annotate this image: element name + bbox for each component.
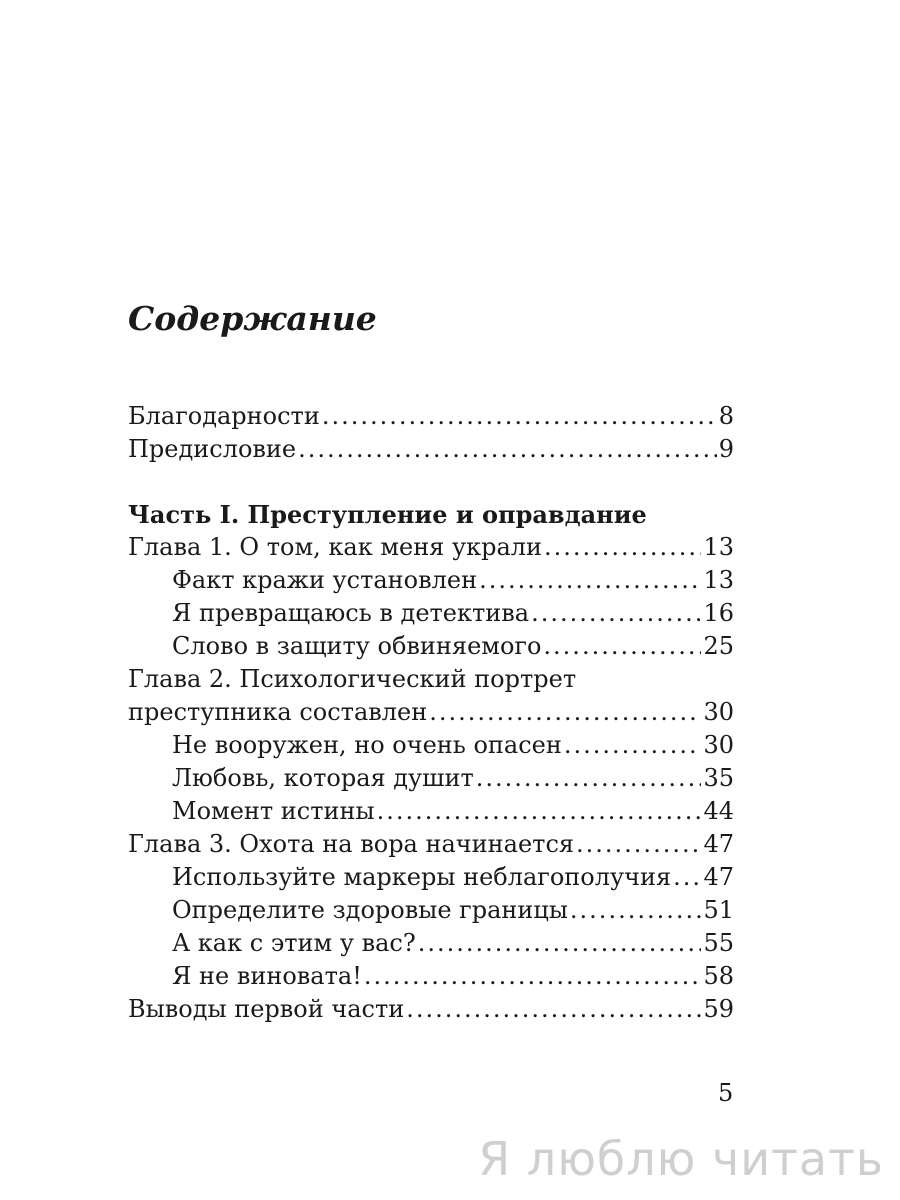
- toc-entry-label: Предисловие: [128, 435, 297, 463]
- toc-entry-label: Глава 1. О том, как меня украли: [128, 533, 542, 561]
- toc-entry-acknowledgements[interactable]: [128, 400, 734, 433]
- toc-chapter-3[interactable]: [128, 828, 734, 861]
- toc-leader-dots: [531, 597, 701, 630]
- toc-section[interactable]: [128, 630, 734, 663]
- toc-leader-dots: [364, 960, 702, 993]
- toc-entry-page: 16: [703, 599, 734, 627]
- toc-chapter-2-line-1[interactable]: [128, 663, 734, 696]
- toc-entry-page: 30: [703, 698, 734, 726]
- toc-entry-label: Момент истины: [172, 797, 375, 825]
- toc-section[interactable]: [128, 597, 734, 630]
- toc-entry-page: 59: [703, 995, 734, 1023]
- toc-entry-page: 55: [703, 929, 734, 957]
- toc-entry-foreword[interactable]: [128, 433, 734, 466]
- toc-leader-dots: [564, 729, 702, 762]
- toc-leader-dots: [570, 894, 702, 927]
- toc-entry-page: 30: [703, 731, 734, 759]
- toc-leader-dots: [418, 927, 702, 960]
- table-of-contents: [128, 400, 734, 1026]
- toc-entry-page: 47: [703, 830, 734, 858]
- toc-leader-dots: [322, 400, 717, 433]
- toc-entry-page: 58: [703, 962, 734, 990]
- toc-entry-label: Глава 2. Психологический портрет: [128, 665, 577, 693]
- toc-section[interactable]: [128, 795, 734, 828]
- toc-entry-page: 9: [718, 435, 734, 463]
- toc-leader-dots: [576, 828, 701, 861]
- toc-entry-label: Благодарности: [128, 402, 320, 430]
- page-title: Содержание: [128, 299, 377, 338]
- toc-section[interactable]: [128, 762, 734, 795]
- toc-entry-label: преступника составлен: [128, 698, 428, 726]
- toc-entry-page: 13: [703, 566, 734, 594]
- toc-leader-dots: [479, 564, 701, 597]
- toc-section[interactable]: [128, 894, 734, 927]
- toc-leader-dots: [673, 861, 701, 894]
- toc-section[interactable]: [128, 861, 734, 894]
- toc-entry-page: 13: [703, 533, 734, 561]
- toc-entry-label: Слово в защиту обвиняемого: [172, 632, 542, 660]
- toc-entry-page: 25: [703, 632, 734, 660]
- toc-entry-page: 47: [703, 863, 734, 891]
- toc-leader-dots: [544, 531, 701, 564]
- toc-entry-label: Я превращаюсь в детектива: [172, 599, 530, 627]
- toc-part-summary[interactable]: [128, 993, 734, 1026]
- toc-chapter-1[interactable]: [128, 531, 734, 564]
- toc-entry-label: Определите здоровые границы: [172, 896, 568, 924]
- toc-entry-label: Глава 3. Охота на вора начинается: [128, 830, 575, 858]
- toc-entry-page: 35: [703, 764, 734, 792]
- toc-chapter-2-line-2[interactable]: [128, 696, 734, 729]
- toc-leader-dots: [377, 795, 702, 828]
- toc-entry-page: 8: [718, 402, 734, 430]
- toc-entry-label: Используйте маркеры неблагополучия: [172, 863, 672, 891]
- toc-leader-dots: [429, 696, 701, 729]
- page-number: 5: [718, 1079, 734, 1107]
- toc-entry-label: А как с этим у вас?: [172, 929, 416, 957]
- toc-leader-dots: [298, 433, 717, 466]
- toc-entry-page: 51: [703, 896, 734, 924]
- toc-leader-dots: [476, 762, 702, 795]
- watermark-text: Я люблю читать: [478, 1132, 884, 1186]
- part-title: Часть I. Преступление и оправдание: [128, 500, 647, 529]
- toc-section[interactable]: [128, 729, 734, 762]
- toc-entry-label: Не вооружен, но очень опасен: [172, 731, 562, 759]
- toc-leader-dots: [543, 630, 701, 663]
- toc-entry-page: 44: [703, 797, 734, 825]
- toc-section[interactable]: [128, 960, 734, 993]
- toc-entry-label: Факт кражи установлен: [172, 566, 478, 594]
- toc-entry-label: Выводы первой части: [128, 995, 405, 1023]
- toc-section[interactable]: [128, 927, 734, 960]
- toc-section[interactable]: [128, 564, 734, 597]
- toc-entry-label: Я не виновата!: [172, 962, 362, 990]
- toc-entry-label: Любовь, которая душит: [172, 764, 474, 792]
- toc-leader-dots: [406, 993, 701, 1026]
